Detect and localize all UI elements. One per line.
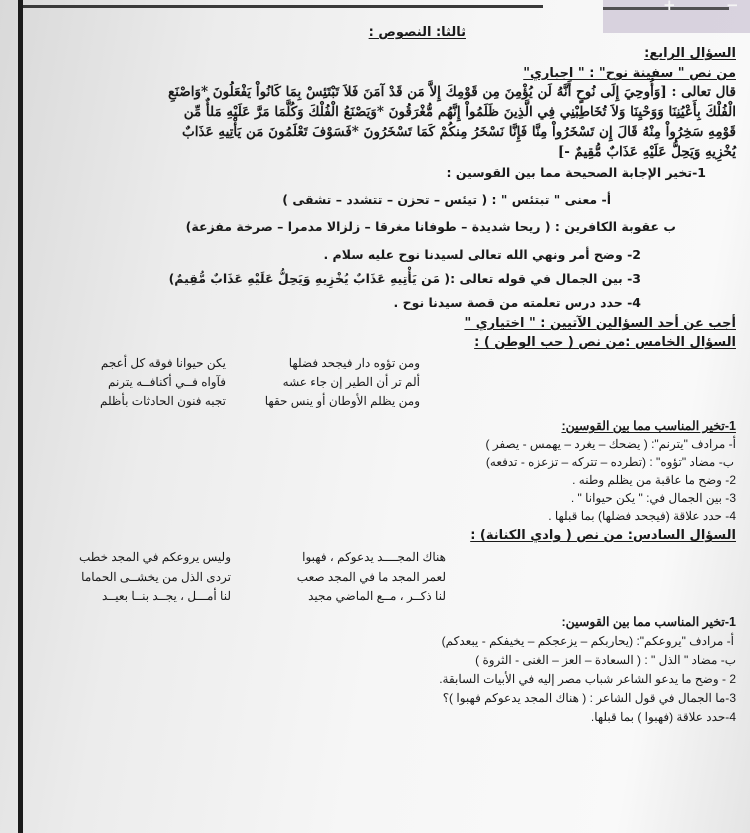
q5-verse-1-first: ومن تؤوه دار فيجحد فضلها	[288, 356, 420, 370]
q4-item1-heading: 1-تخير الإجابة الصحيحة مما بين القوسين :	[446, 165, 706, 180]
q5-item1-b: ب- مضاد "تؤوه" : (تطرده – تتركه – تزعزه - تدفعه)	[485, 455, 734, 469]
q4-quran-line-3: قَوْمِهِ سَخِرُواْ مِنْهُ قَالَ إِن تَسْخَرُواْ مِنَّا فَإِنَّا نَسْخَرُ مِنكُمْ كَمَا تَسْخَرُونَ *فَسَوْفَ تَعْلَمُونَ مَن يَأْتِيهِ عَذَابٌ	[182, 124, 736, 140]
q4-item3: 3- بين الجمال في قوله تعالى :( مَن يَأْتِيهِ عَذَابٌ يُخْزِيهِ وَيَحِلُّ عَلَيْهِ عَذَابٌ مُّقِيمٌ)	[168, 271, 641, 286]
page-left-border	[18, 0, 23, 833]
q6-item1-b: ب- مضاد " الذل " : ( السعادة – العز – الغنى - الثروة )	[475, 653, 736, 667]
q6-verse-1-second: وليس يروعكم في المجد خطب	[79, 550, 231, 564]
q4-quran-line-2: الْفُلْكَ بِأَعْيُنِنَا وَوَحْيِنَا وَلاَ تُخَاطِبْنِي فِي الَّذِينَ ظَلَمُواْ إِنَّهُم مُّغْرَقُونَ *وَيَصْنَعُ الْفُلْكَ وَكُلَّمَا مَرَّ عَلَيْهِ مَلأٌ مِّن	[183, 104, 736, 120]
q6-item4: 4-حدد علاقة (فهبوا ) بما قبلها.	[590, 710, 736, 724]
q5-item1-heading: 1-تخير المناسب مما بين القوسين:	[561, 419, 736, 433]
page-top-border	[23, 5, 543, 8]
section-title: ثالثا: النصوص :	[368, 25, 466, 40]
q5-item4: 4- حدد علاقة (فيجحد فضلها) بما قبلها .	[548, 509, 736, 523]
zoom-out-button[interactable]: −	[726, 0, 739, 14]
q4-source: من نص " سفينة نوح" : " اجباري"	[523, 66, 736, 81]
q6-verse-3-second: لنا أمـــل ، يجــد بنــا بعيــد	[101, 589, 231, 603]
q5-verse-3-second: تجبه فنون الحادثات بأظلم	[99, 394, 226, 408]
q5-item2: 2- وضح ما عاقبة من يظلم وطنه .	[572, 473, 736, 487]
q5-verse-3-first: ومن يظلم الأوطان أو ينس حقها	[264, 394, 420, 408]
q4-item4: 4- حدد درس تعلمته من قصة سيدنا نوح .	[393, 295, 641, 310]
q6-verse-3-first: لنا ذكــر ، مــع الماضي مجيد	[308, 589, 446, 603]
q6-verse-2-second: تردى الذل من يخشــى الحماما	[81, 570, 231, 584]
q6-item2: 2 - وضح ما يدعو الشاعر شباب مصر إليه في الأبيات السابقة.	[439, 672, 736, 686]
choice-instruction: أجب عن أحد السؤالين الآتيين : " اختياري "	[464, 316, 736, 331]
q4-item1-b: ب عقوبة الكافرين : ( ريحا شديدة – طوفانا مغرقا – زلزالا مدمرا – صرخة مفزعة)	[185, 219, 676, 234]
q4-quran-line-4: يُخْزِيهِ وَيَحِلُّ عَلَيْهِ عَذَابٌ مُّقِيمٌ -]	[557, 144, 736, 160]
q4-heading: السؤال الرابع:	[644, 46, 736, 61]
q6-item1-a: أ- مرادف "يروعكم": (يحاربكم – يزعجكم – يخيفكم - يبعدكم)	[441, 634, 734, 648]
q6-verse-1-first: هناك المجــــد يدعوكم ، فهبوا	[302, 550, 446, 564]
q5-verse-2-second: فآواه فــي أكنافــه يترنم	[107, 375, 226, 389]
q4-item2: 2- وضح أمر ونهي الله تعالى لسيدنا نوح عليه سلام .	[323, 247, 641, 262]
q6-item1-heading: 1-تخير المناسب مما بين القوسين:	[561, 615, 736, 629]
q5-verse-1-second: يكن حيوانا فوقه كل أعجم	[100, 356, 226, 370]
zoom-controls	[603, 0, 750, 33]
q5-verse-2-first: ألم تر أن الطير إن جاء عشه	[282, 375, 420, 389]
q6-verse-2-first: لعمر المجد ما في المجد صعب	[296, 570, 446, 584]
q6-item3: 3-ما الجمال في قول الشاعر : ( هناك المجد يدعوكم فهبوا )؟	[442, 691, 736, 705]
q4-item1-a: أ- معنى " تبتئس " : ( تيئس – تحزن – تتشدد – تشقى )	[282, 192, 611, 207]
q4-quran-line-1: قال تعالى : [وَأُوحِيَ إِلَى نُوحٍ أَنَّهُ لَن يُؤْمِنَ مِن قَوْمِكَ إِلاَّ مَن قَدْ آمَنَ فَلاَ تَبْتَئِسْ بِمَا كَانُواْ يَفْعَلُونَ *وَاصْنَعِ	[167, 84, 736, 100]
q5-heading: السؤال الخامس :من نص ( حب الوطن ) :	[474, 335, 736, 350]
zoom-in-button[interactable]: +	[663, 0, 676, 14]
q6-heading: السؤال السادس: من نص ( وادي الكنانة) :	[470, 528, 736, 543]
q5-item3: 3- بين الجمال في: " يكن حيوانا " .	[570, 491, 736, 505]
q5-item1-a: أ- مرادف "يترنم": ( يضحك – يغرد – يهمس - يصفر )	[485, 437, 736, 451]
